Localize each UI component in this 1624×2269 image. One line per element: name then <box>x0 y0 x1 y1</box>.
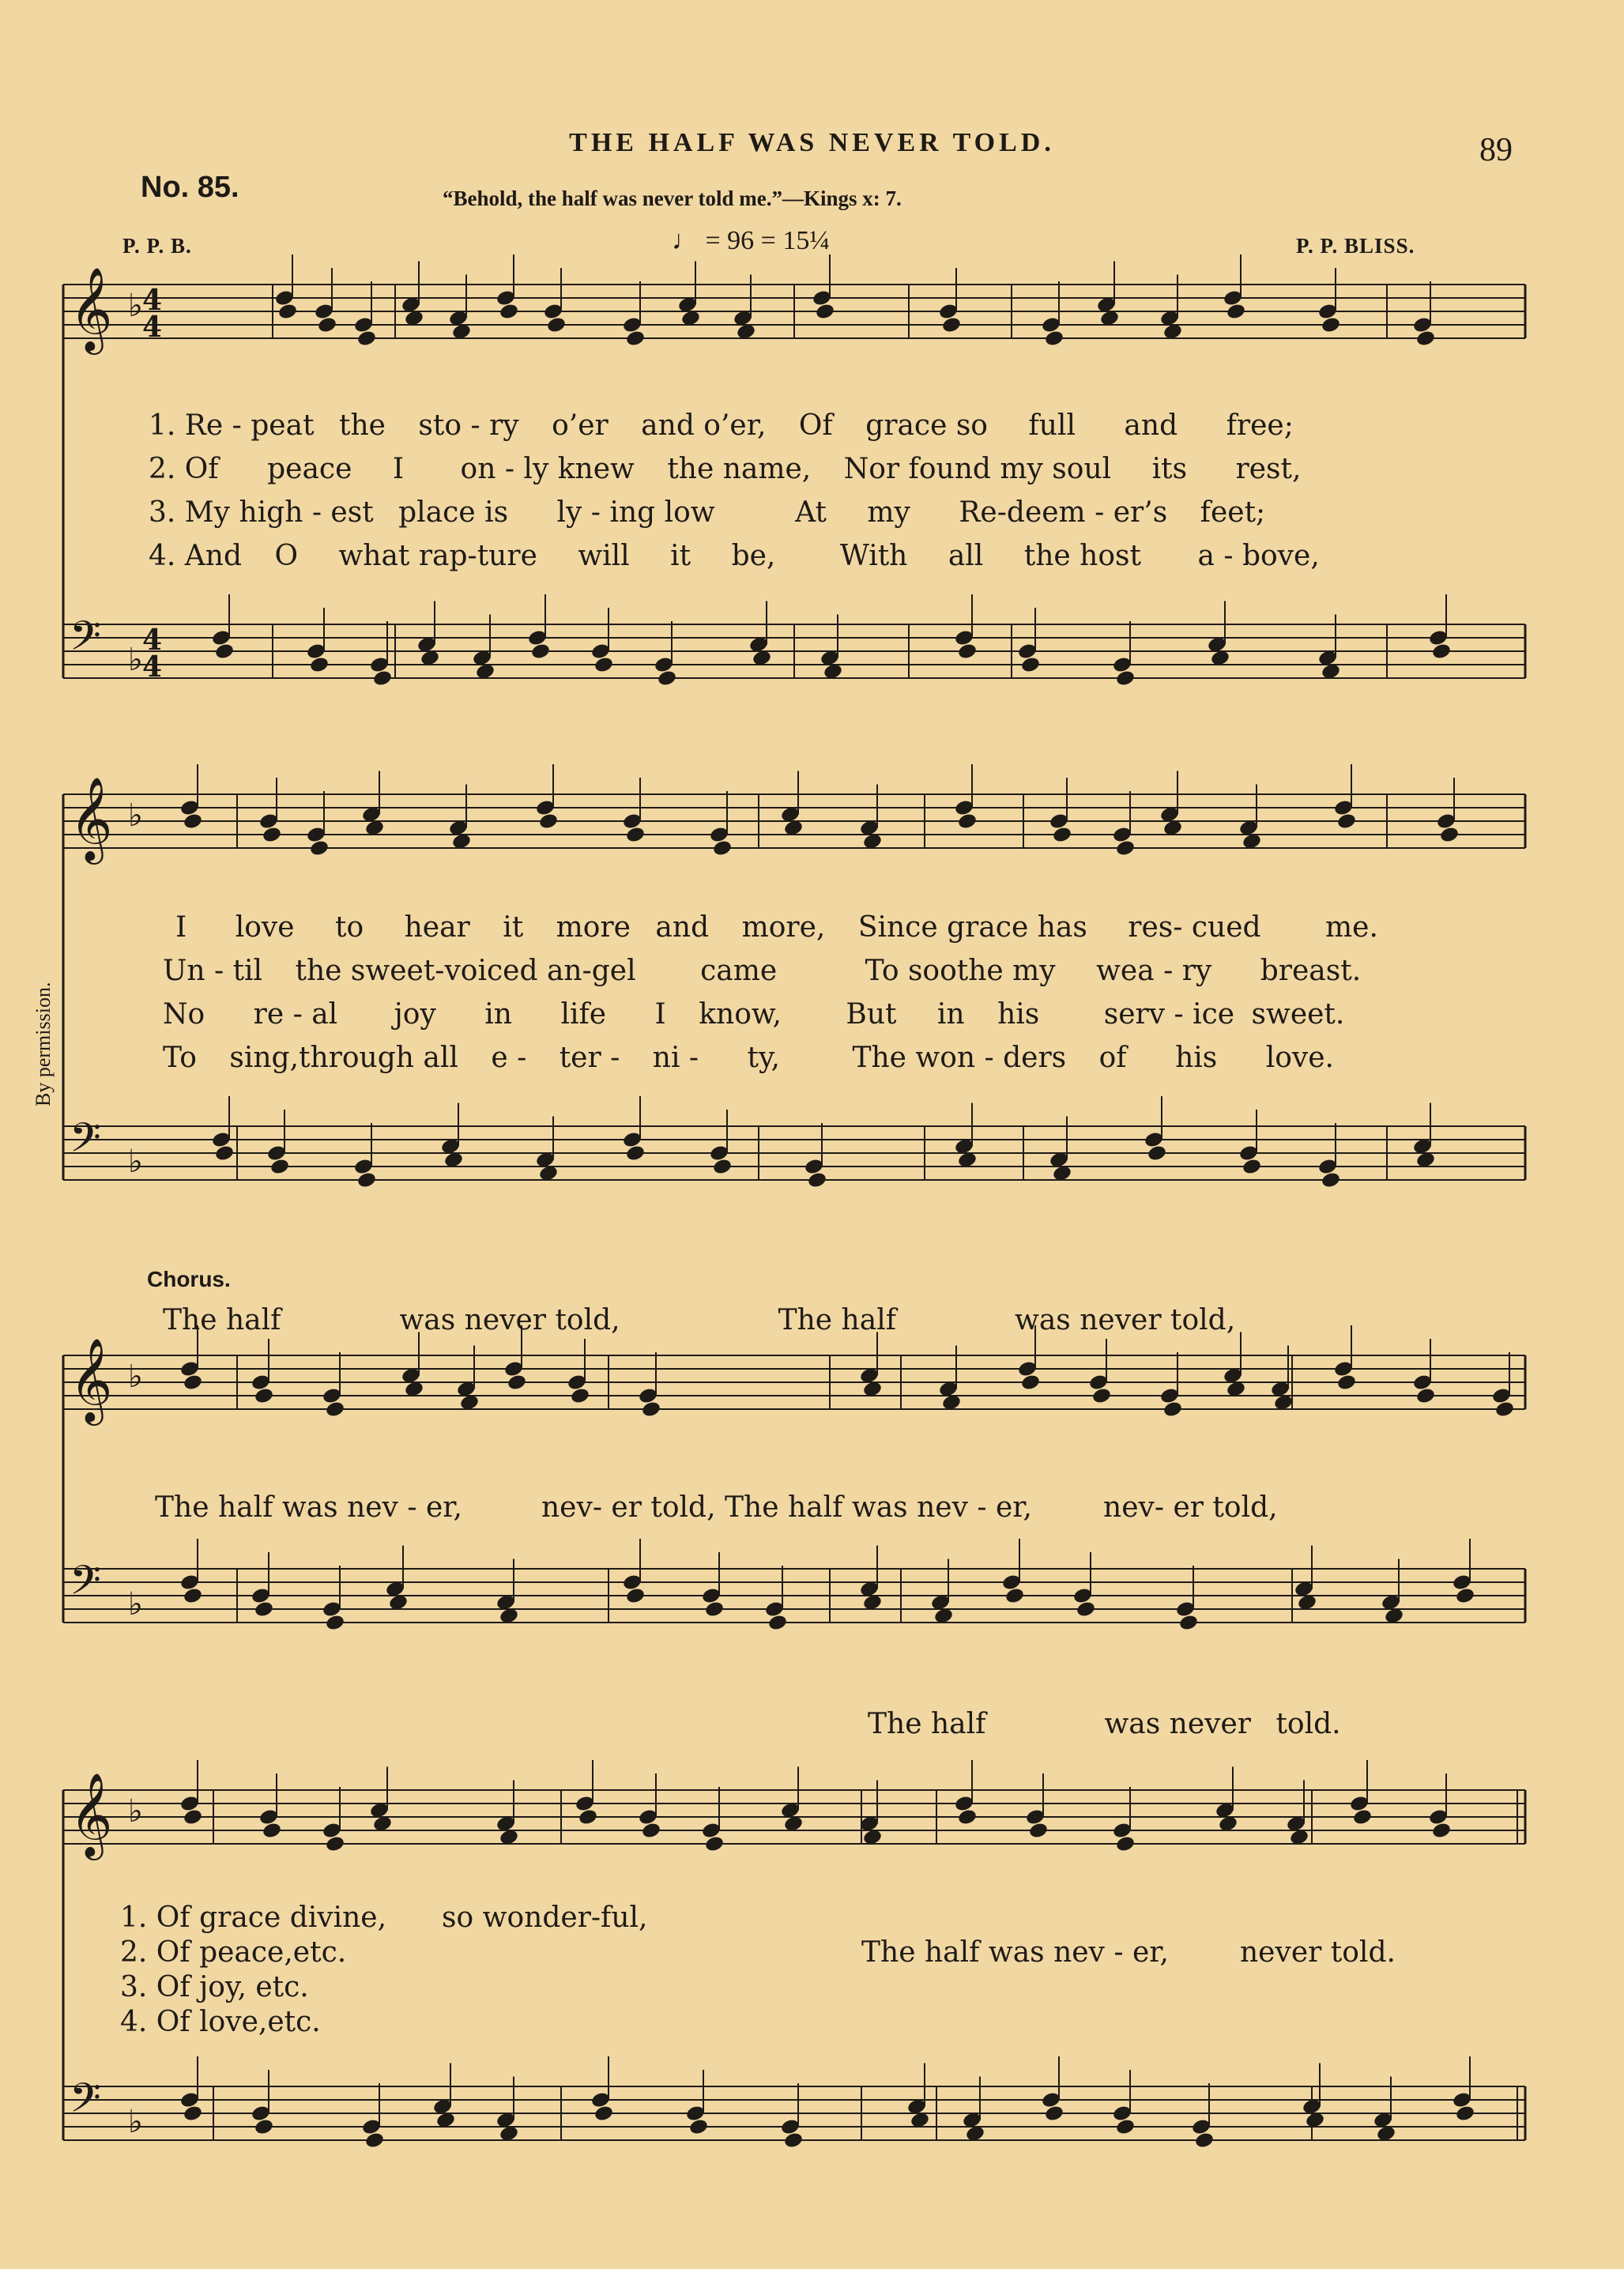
system1-verse3: 3. My high - est place is ly - ing low At my Re-deem - er’s feet; <box>149 496 1266 529</box>
treble-note <box>641 1400 661 1419</box>
bass-note <box>325 1614 345 1632</box>
treble-clef-icon: 𝄞 <box>70 1337 113 1422</box>
bass-note <box>183 2105 203 2123</box>
treble-note <box>538 812 559 831</box>
treble-note <box>1028 1822 1049 1840</box>
bass-note <box>1115 669 1136 688</box>
treble-note <box>499 303 519 321</box>
bass-note <box>783 2131 804 2150</box>
time-signature: 4 <box>142 284 163 317</box>
treble-note <box>1162 1400 1183 1419</box>
flat-sign-icon: ♭ <box>128 2104 143 2140</box>
treble-note <box>578 1808 598 1826</box>
system1-verse1: 1. Re - peat the sto - ry o’er and o’er, Of grace so full and free; <box>149 409 1294 442</box>
system2-verse3: No re - al joy in life I know, But in his serv - ice sweet. <box>163 998 1345 1031</box>
system4-upper-text: The half was never told. <box>868 1708 1341 1740</box>
chorus-upper-text: The half was never told, The half was never told, <box>163 1304 1236 1336</box>
bass-note <box>1076 1600 1096 1619</box>
bass-note <box>1044 2105 1064 2123</box>
bass-note <box>1242 1158 1262 1176</box>
treble-note <box>625 826 646 844</box>
bass-note <box>254 2118 274 2136</box>
treble-note <box>712 839 733 857</box>
treble-note <box>262 826 282 844</box>
bass-note <box>1147 1144 1167 1163</box>
treble-note <box>507 1374 527 1392</box>
treble-note <box>317 316 337 334</box>
bass-note <box>530 643 551 661</box>
treble-clef-icon: 𝄞 <box>70 266 113 351</box>
treble-note <box>262 1822 282 1840</box>
treble-note <box>183 1374 203 1392</box>
treble-note <box>1091 1387 1112 1405</box>
page-number: 89 <box>1479 132 1513 168</box>
flat-sign-icon: ♭ <box>128 1359 143 1395</box>
treble-note <box>957 812 978 831</box>
treble-note <box>546 316 567 334</box>
bass-note <box>704 1600 725 1619</box>
treble-clef-icon: 𝄞 <box>70 1772 113 1856</box>
flat-sign-icon: ♭ <box>128 797 143 834</box>
bass-note <box>364 2131 385 2150</box>
bass-note <box>593 2105 614 2123</box>
flat-sign-icon: ♭ <box>128 642 143 678</box>
treble-note <box>1431 1822 1452 1840</box>
bass-clef-icon: 𝄢 <box>70 612 101 669</box>
treble-clef-icon: 𝄞 <box>70 776 113 861</box>
bass-note <box>1455 1587 1475 1605</box>
bass-note <box>657 669 677 688</box>
bass-note <box>1178 1614 1199 1632</box>
flat-sign-icon: ♭ <box>128 1144 143 1180</box>
bass-note <box>807 1171 827 1189</box>
hymn-title: THE HALF WAS NEVER TOLD. <box>569 128 1055 157</box>
treble-note <box>1115 1835 1136 1853</box>
bass-note <box>1431 643 1452 661</box>
bass-note <box>957 643 978 661</box>
treble-note <box>1115 839 1136 857</box>
permission-note: By permission. <box>32 982 55 1106</box>
bass-note <box>593 656 614 674</box>
treble-note <box>183 1808 203 1826</box>
system4-verse2: 2. Of peace,etc. <box>120 1936 347 1969</box>
bass-clef-icon: 𝄢 <box>70 2074 101 2131</box>
treble-note <box>1415 1387 1436 1405</box>
bass-clef-icon: 𝄢 <box>70 1556 101 1614</box>
treble-note <box>1226 303 1246 321</box>
bass-note <box>269 1158 290 1176</box>
bass-note <box>1115 2118 1136 2136</box>
treble-note <box>1052 826 1072 844</box>
bass-note <box>1194 2131 1215 2150</box>
tempo-value: = 96 = 15¼ <box>705 226 830 255</box>
system2-verse2: Un - til the sweet-voiced an-gel came To soothe my wea - ry breast. <box>163 955 1362 987</box>
system1-verse4: 4. And O what rap-ture will it be, With all the host a - bove, <box>149 540 1320 572</box>
bass-note <box>372 669 393 688</box>
time-signature: 4 <box>142 624 163 657</box>
treble-note <box>1020 1374 1041 1392</box>
system4-lower-text: The half was nev - er, never told. <box>861 1936 1396 1969</box>
quarter-note-icon: ♩ <box>672 226 699 255</box>
flat-sign-icon: ♭ <box>128 288 143 324</box>
treble-note <box>641 1822 661 1840</box>
chorus-label: Chorus. <box>147 1267 231 1291</box>
treble-note <box>957 1808 978 1826</box>
treble-note <box>704 1835 725 1853</box>
treble-note <box>309 839 330 857</box>
treble-note <box>625 330 646 348</box>
epigraph: “Behold, the half was never told me.”—Kings x: 7. <box>443 187 902 210</box>
bass-note <box>214 1144 235 1163</box>
bass-note <box>688 2118 709 2136</box>
treble-note <box>325 1835 345 1853</box>
treble-note <box>1336 812 1357 831</box>
bass-clef-icon: 𝄢 <box>70 1114 101 1171</box>
bass-note <box>767 1614 788 1632</box>
bass-note <box>309 656 330 674</box>
treble-note <box>277 303 298 321</box>
time-signature: 4 <box>142 311 163 344</box>
treble-note <box>1336 1374 1357 1392</box>
system4-verse1: 1. Of grace divine, so wonder-ful, <box>120 1902 648 1934</box>
system2-verse4: To sing,through all e - ter - ni - ty, The won - ders of his love. <box>163 1042 1334 1074</box>
flat-sign-icon: ♭ <box>128 1793 143 1830</box>
treble-note <box>1044 330 1064 348</box>
bass-note <box>625 1587 646 1605</box>
bass-note <box>254 1600 274 1619</box>
music-credit: P. P. BLISS. <box>1296 234 1415 258</box>
treble-note <box>1352 1808 1373 1826</box>
treble-note <box>254 1387 274 1405</box>
bass-note <box>214 643 235 661</box>
chorus-lower-text: The half was nev - er, nev- er told, The half was nev - er, nev- er told, <box>155 1491 1278 1524</box>
treble-note <box>1494 1400 1515 1419</box>
system2-verse1: I love to hear it more and more, Since grace has res- cued me. <box>175 911 1378 944</box>
bass-note <box>1455 2105 1475 2123</box>
treble-note <box>1321 316 1341 334</box>
treble-note <box>356 330 377 348</box>
treble-note <box>1415 330 1436 348</box>
treble-note <box>325 1400 345 1419</box>
bass-note <box>1004 1587 1025 1605</box>
treble-note <box>941 316 962 334</box>
treble-note <box>1439 826 1460 844</box>
treble-note <box>183 812 203 831</box>
bass-note <box>183 1587 203 1605</box>
bass-note <box>625 1144 646 1163</box>
bass-note <box>356 1171 377 1189</box>
flat-sign-icon: ♭ <box>128 1586 143 1623</box>
time-signature: 4 <box>142 650 163 684</box>
bass-note <box>1020 656 1041 674</box>
treble-note <box>570 1387 590 1405</box>
treble-note <box>815 303 835 321</box>
system4-verse3: 3. Of joy, etc. <box>120 1971 309 2003</box>
hymn-number: No. 85. <box>141 171 239 204</box>
bass-note <box>712 1158 733 1176</box>
system1-verse2: 2. Of peace I on - ly knew the name, Nor found my soul its rest, <box>149 453 1302 485</box>
bass-note <box>1321 1171 1341 1189</box>
system4-verse4: 4. Of love,etc. <box>120 2006 321 2038</box>
words-credit: P. P. B. <box>122 234 192 258</box>
